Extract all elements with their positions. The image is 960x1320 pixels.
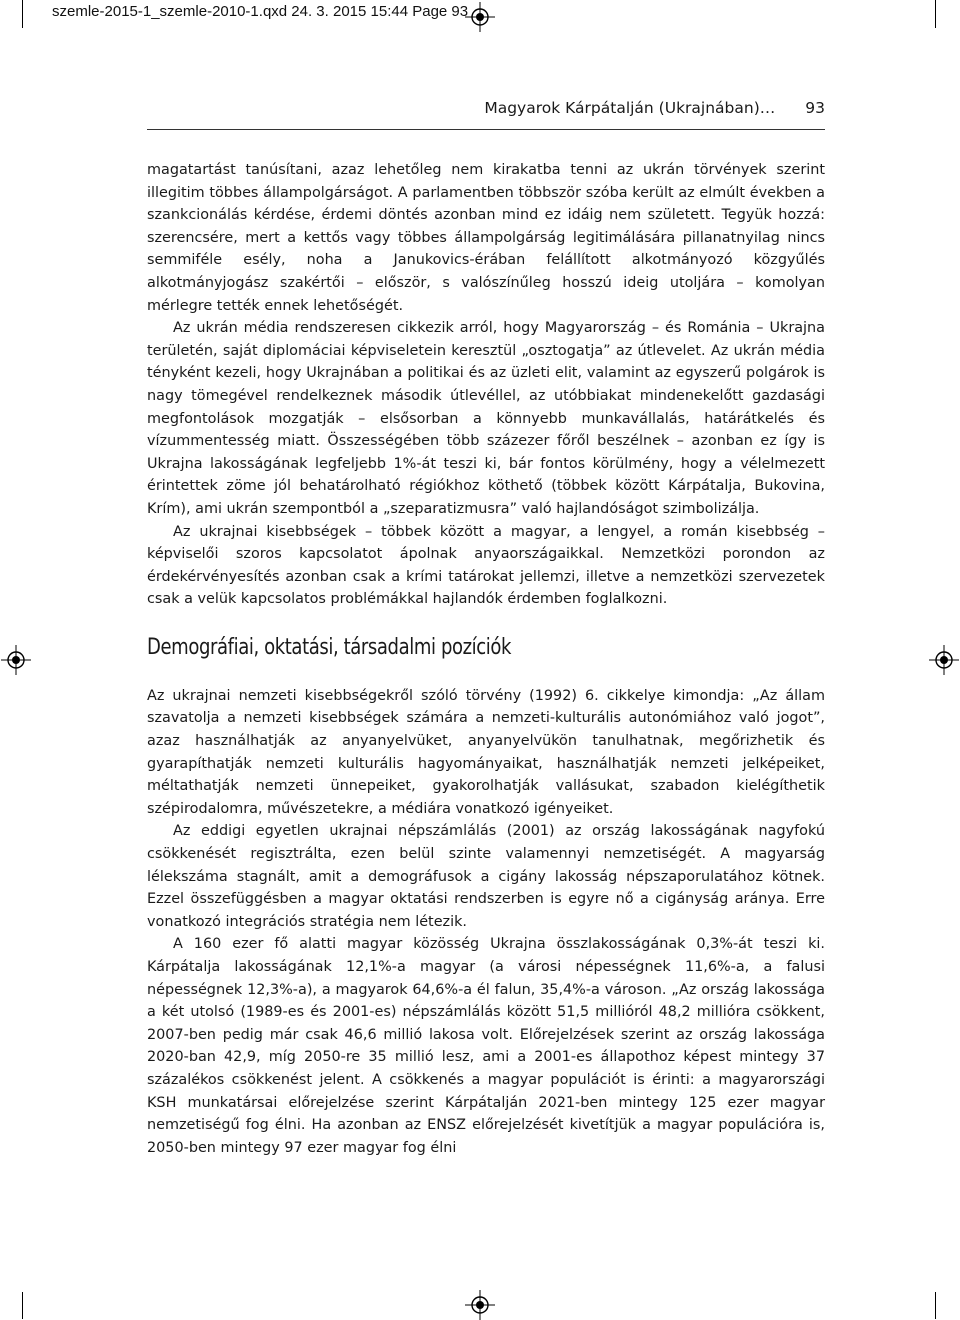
paragraph: magatartást tanúsítani, azaz lehetőleg nem kirakatba tenni az ukrán törvények szerint illegitim többes állampolgárságot. A parlamentben többször szóba került az elmúlt években a szankcionálás kérdése, érdemi döntés azonban mind ez idáig nem született. Tegyük hozzá: szerencsére, mert a kettős vagy többes állampolgárság legitimálására pillanatnyilag nincs semmiféle esély, noha a Janukovics-érában felállított alkotmányozó közgyűlés alkotmányjogász szakértői – először, s valószínűleg hosszú ideig utoljára – komolyan mérlegre tették ennek lehetőségét. bbox=[147, 162, 825, 314]
crop-mark-bottom-left bbox=[22, 1292, 23, 1319]
paragraph: A 160 ezer fő alatti magyar közösség Ukrajna összlakosságának 0,3%-át teszi ki. Kárpátalja lakosságának 12,1%-a magyar (a városi népességnek 11,6%-a, a falusi népességnek 12,3%-a), a magyarok 64,6%-a él falun, 35,4%-a városon. „Az ország lakossága a két utolsó (1989-es és 2001-es) népszámlálás között 51,5 millióról 48,2 millióra csökkent, 2007-ben pedig már csak 46,6 millió lakosa volt. Előrejelzések szerint az ország lakossága 2020-ban 42,9, míg 2050-re 35 millió lesz, ami a 2001-es állapothoz képest mintegy 37 százalékos csökkenést jelent. A csökkenés a magyar populációt is érinti: a magyarországi KSH munkatársai előrejelzése szerint Kárpátalján 2021-ben mintegy 125 ezer magyar nemzetiségű fog élni. Ha azonban az ENSZ előrejelzését kivetítjük a magyar populációra is, 2050-ben mintegy 97 ezer magyar fog élni bbox=[147, 936, 825, 1156]
crop-mark-top-left bbox=[22, 0, 23, 28]
registration-mark-bottom-icon bbox=[465, 1290, 495, 1320]
paragraph: Az ukrán média rendszeresen cikkezik arról, hogy Magyarország – és Románia – Ukrajna területén, saját diplomáciai képviseletein keresztül „osztogatja” az útlevelet. Az ukrán média tényként kezeli, hogy Ukrajnában a politikai és az üzleti elit, valamint az egyszerű polgárok is nagy tömegével rendelkeznek második útlevéllel, az utóbbiakat mindenekelőtt gazdasági megfontolások mozgatják – elsősorban a könnyebb munkavállalás, határátkelés és vízummentesség miatt. Összességében több százezer főről beszélnek – azonban ez így is Ukrajna lakosságának legfeljebb 1%-át teszi ki, bár fontos körülmény, hogy a vélelmezett érintettek zöme jól behatárolható régiókhoz köthető (többek között Kárpátalja, Bukovina, Krím), ami ukrán szempontból a „szeparatizmusra” való hajlandóságot szimbolizálja. bbox=[147, 320, 825, 517]
body-text bbox=[147, 159, 825, 1159]
running-head-title: Magyarok Kárpátalján (Ukrajnában)… bbox=[484, 99, 776, 117]
crop-mark-top-right bbox=[935, 0, 936, 28]
file-slug-line: szemle-2015-1_szemle-2010-1.qxd 24. 3. 2015 15:44 Page 93 bbox=[52, 3, 469, 20]
paragraph: Az eddigi egyetlen ukrajnai népszámlálás (2001) az ország lakosságának nagyfokú csökkenését regisztrálta, ezen belül szinte valamennyi nemzetiségét. A magyarság lélekszáma stagnált, amit a demográfusok a cigány lakosság népszaporulatához kötnek. Ezzel összefüggésben a magyar oktatási rendszerben is egyre nő a cigányság aránya. Erre vonatkozó integrációs stratégia nem létezik. bbox=[147, 823, 825, 930]
registration-mark-right-icon bbox=[929, 645, 959, 675]
paragraph: Az ukrajnai kisebbségek – többek között a magyar, a lengyel, a román kisebbség – képviselői szoros kapcsolatot ápolnak anyaországaikkal. Nemzetközi porondon az érdekérvényesítés azonban csak a krími tatárokat jellemzi, illetve a nemzetközi szervezetek csak a velük kapcsolatos problémákkal hajlandók érdemben foglalkozni. bbox=[147, 523, 825, 608]
registration-mark-left-icon bbox=[1, 645, 31, 675]
running-head bbox=[147, 99, 825, 117]
page-number: 93 bbox=[805, 99, 825, 117]
registration-mark-top-icon bbox=[465, 2, 495, 32]
section-heading: Demográfiai, oktatási, társadalmi pozíciók bbox=[147, 634, 512, 660]
paragraph: Az ukrajnai nemzeti kisebbségekről szóló törvény (1992) 6. cikkelye kimondja: „Az állam szavatolja a nemzeti kisebbségek számára a nemzeti-kulturális autonómiához való jogot”, azaz használhatják az anyanyelvüket, anyanyelvükön tanulhatnak, megőrizhetik és gyarapíthatják nemzeti kulturális hagyományaikat, használhatják nemzeti jelképeiket, méltathatják nemzeti ünnepeiket, gyakorolhatják vallásukat, szabadon kielégíthetik szépirodalomra, művészetekre, a médiára vonatkozó igényeiket. bbox=[147, 687, 825, 817]
header-rule bbox=[147, 129, 825, 130]
crop-mark-bottom-right bbox=[935, 1292, 936, 1319]
